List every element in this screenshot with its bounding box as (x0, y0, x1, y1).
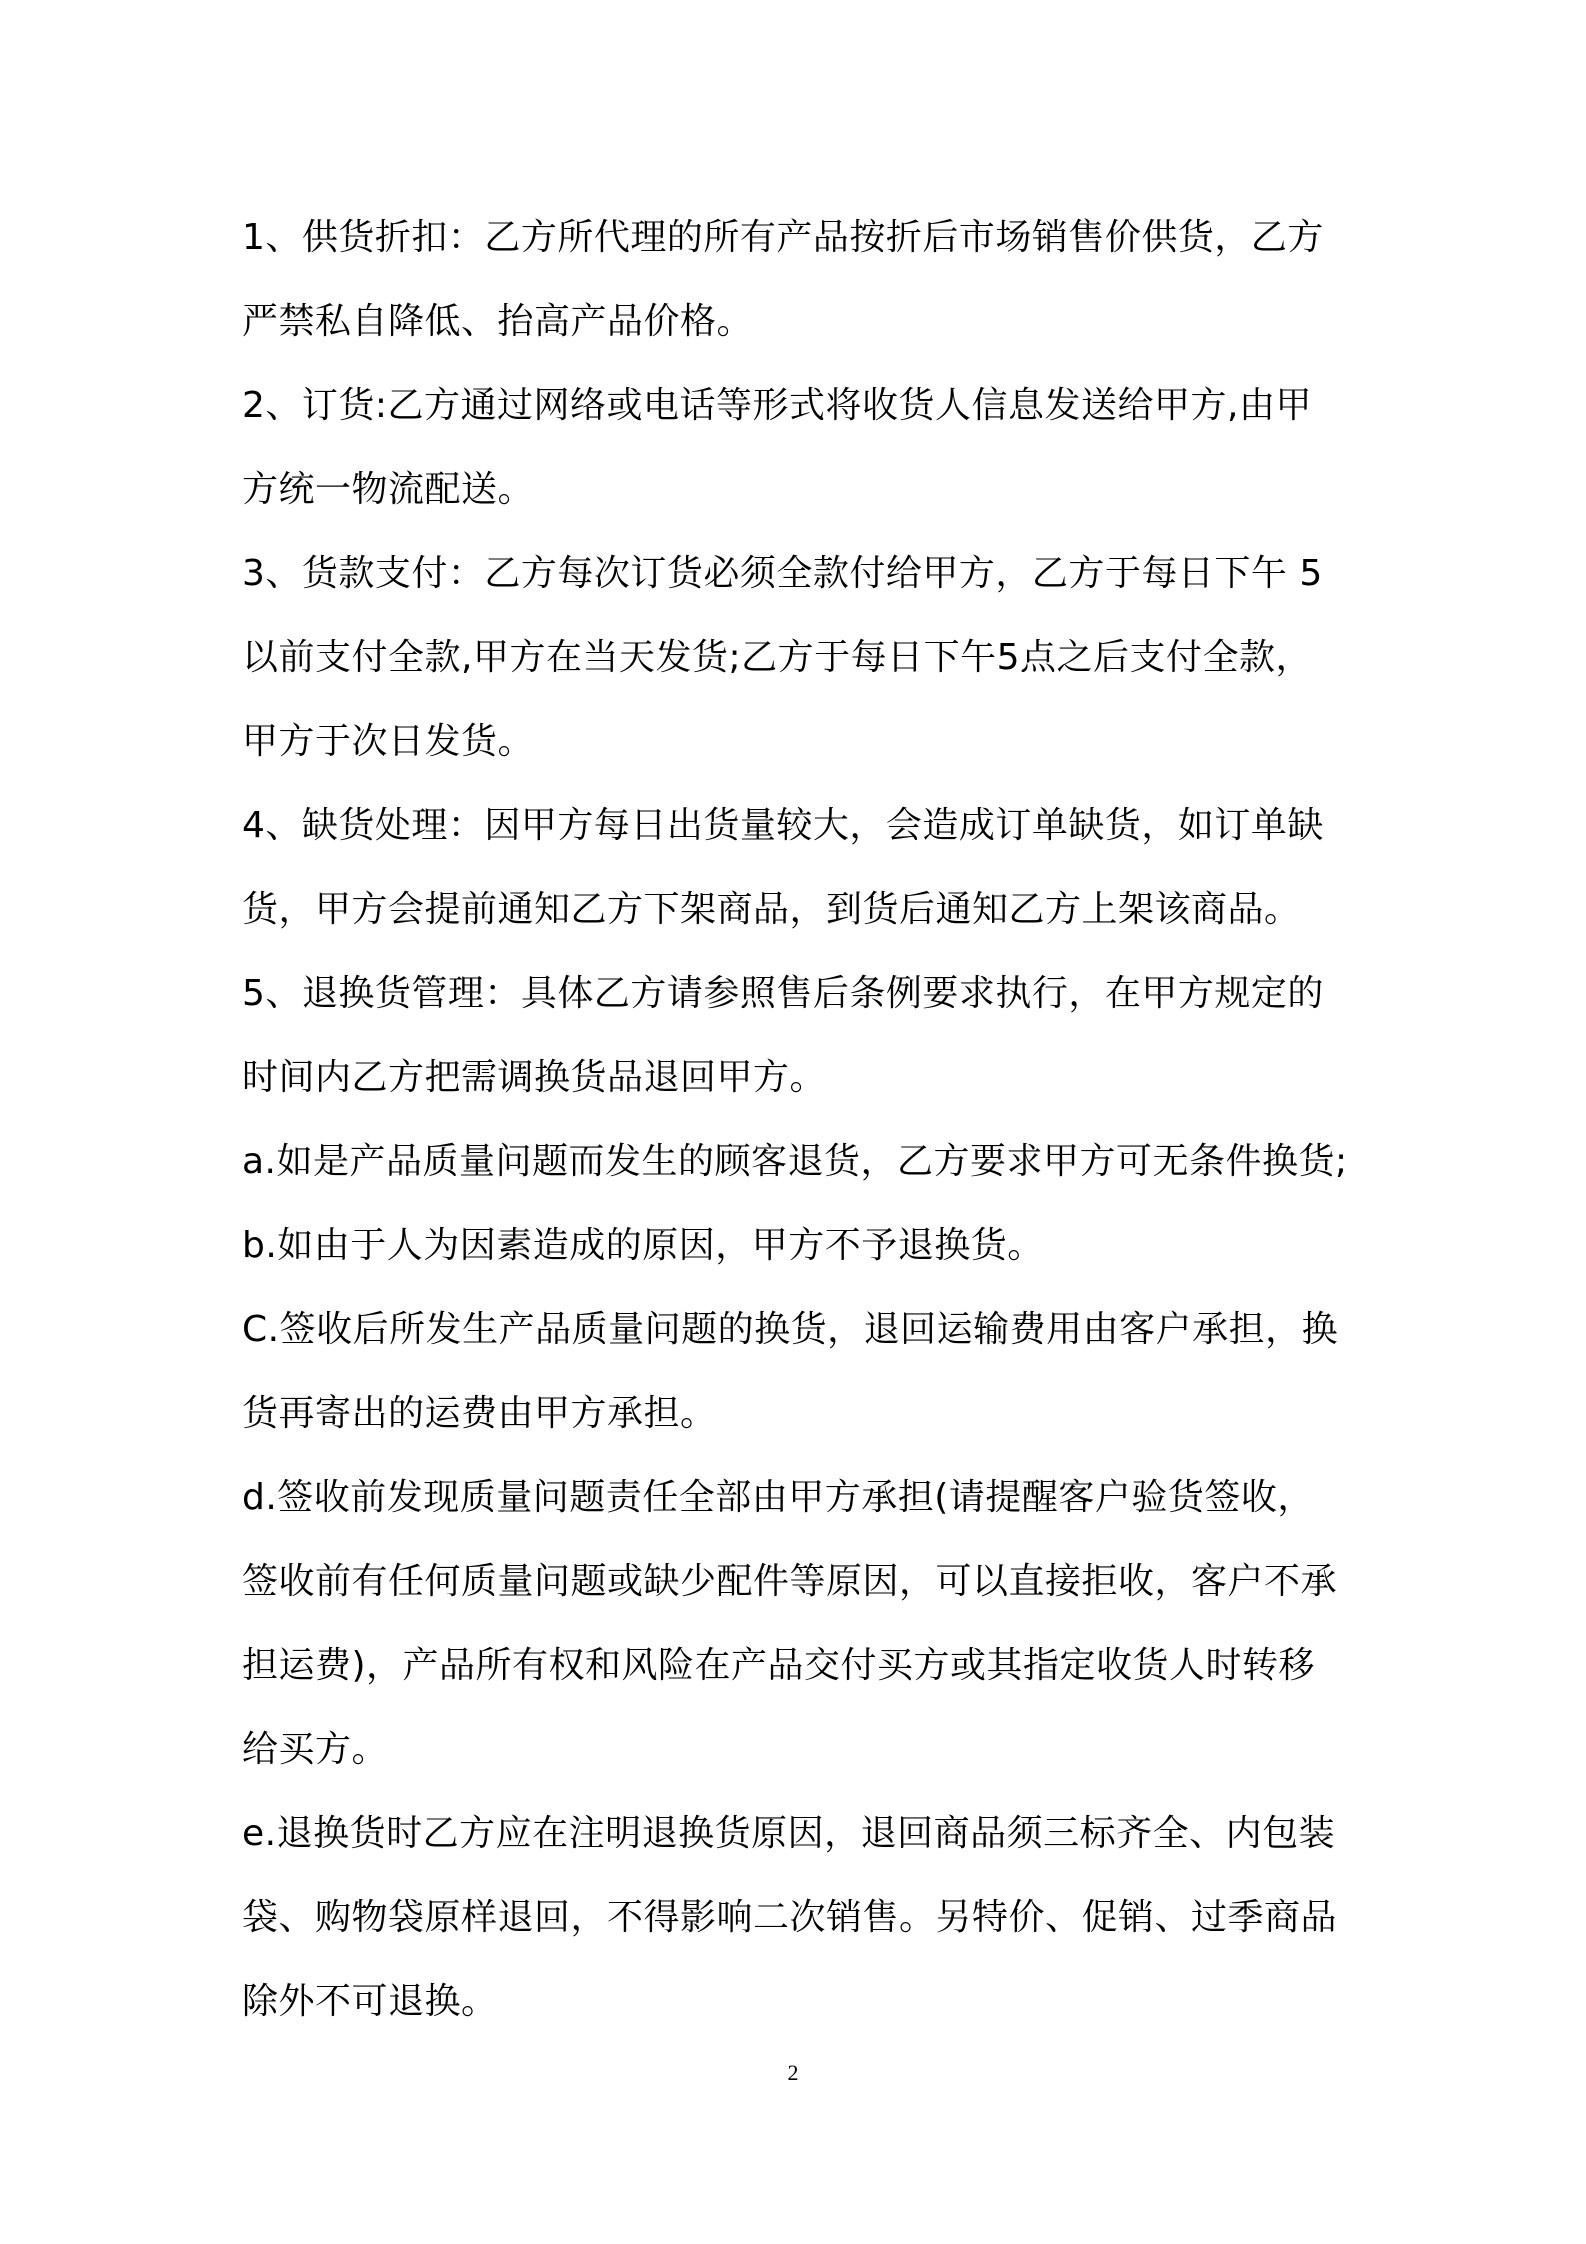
text-line: e.退换货时乙方应在注明退换货原因，退回商品须三标齐全、内包装 (242, 1813, 1336, 1854)
page-number: 2 (787, 2060, 799, 2085)
text-line: 1、供货折扣：乙方所代理的所有产品按折后市场销售价供货，乙方 (242, 217, 1324, 258)
text-line: 2、订货:乙方通过网络或电话等形式将收货人信息发送给甲方,由甲 (242, 385, 1312, 426)
text-line: 担运费)，产品所有权和风险在产品交付买方或其指定收货人时转移 (242, 1645, 1316, 1686)
text-line: 甲方于次日发货。 (242, 721, 535, 762)
text-line: 5、退换货管理：具体乙方请参照售后条例要求执行，在甲方规定的 (242, 973, 1324, 1014)
document-body (242, 196, 1362, 2044)
text-line: d.签收前发现质量问题责任全部由甲方承担(请提醒客户验货签收， (242, 1477, 1314, 1518)
text-line: 3、货款支付：乙方每次订货必须全款付给甲方，乙方于每日下午 5 (242, 553, 1323, 594)
text-line: 4、缺货处理：因甲方每日出货量较大，会造成订单缺货，如订单缺 (242, 805, 1324, 846)
text-line: 签收前有任何质量问题或缺少配件等原因，可以直接拒收，客户不承 (242, 1561, 1338, 1602)
text-line: a.如是产品质量问题而发生的顾客退货，乙方要求甲方可无条件换货; (242, 1141, 1348, 1182)
text-line: 袋、购物袋原样退回，不得影响二次销售。另特价、促销、过季商品 (242, 1897, 1338, 1938)
text-line: 以前支付全款,甲方在当天发货;乙方于每日下午5点之后支付全款， (242, 637, 1312, 678)
text-line: 除外不可退换。 (242, 1981, 498, 2022)
text-line: 方统一物流配送。 (242, 469, 535, 510)
text-line: 严禁私自降低、抬高产品价格。 (242, 301, 754, 342)
text-line: 货，甲方会提前通知乙方下架商品，到货后通知乙方上架该商品。 (242, 889, 1301, 930)
text-line: 给买方。 (242, 1729, 389, 1770)
text-line: b.如由于人为因素造成的原因，甲方不予退换货。 (242, 1225, 1044, 1266)
text-line: C.签收后所发生产品质量问题的换货，退回运输费用由客户承担，换 (242, 1309, 1339, 1350)
text-line: 货再寄出的运费由甲方承担。 (242, 1393, 717, 1434)
text-line: 时间内乙方把需调换货品退回甲方。 (242, 1057, 827, 1098)
